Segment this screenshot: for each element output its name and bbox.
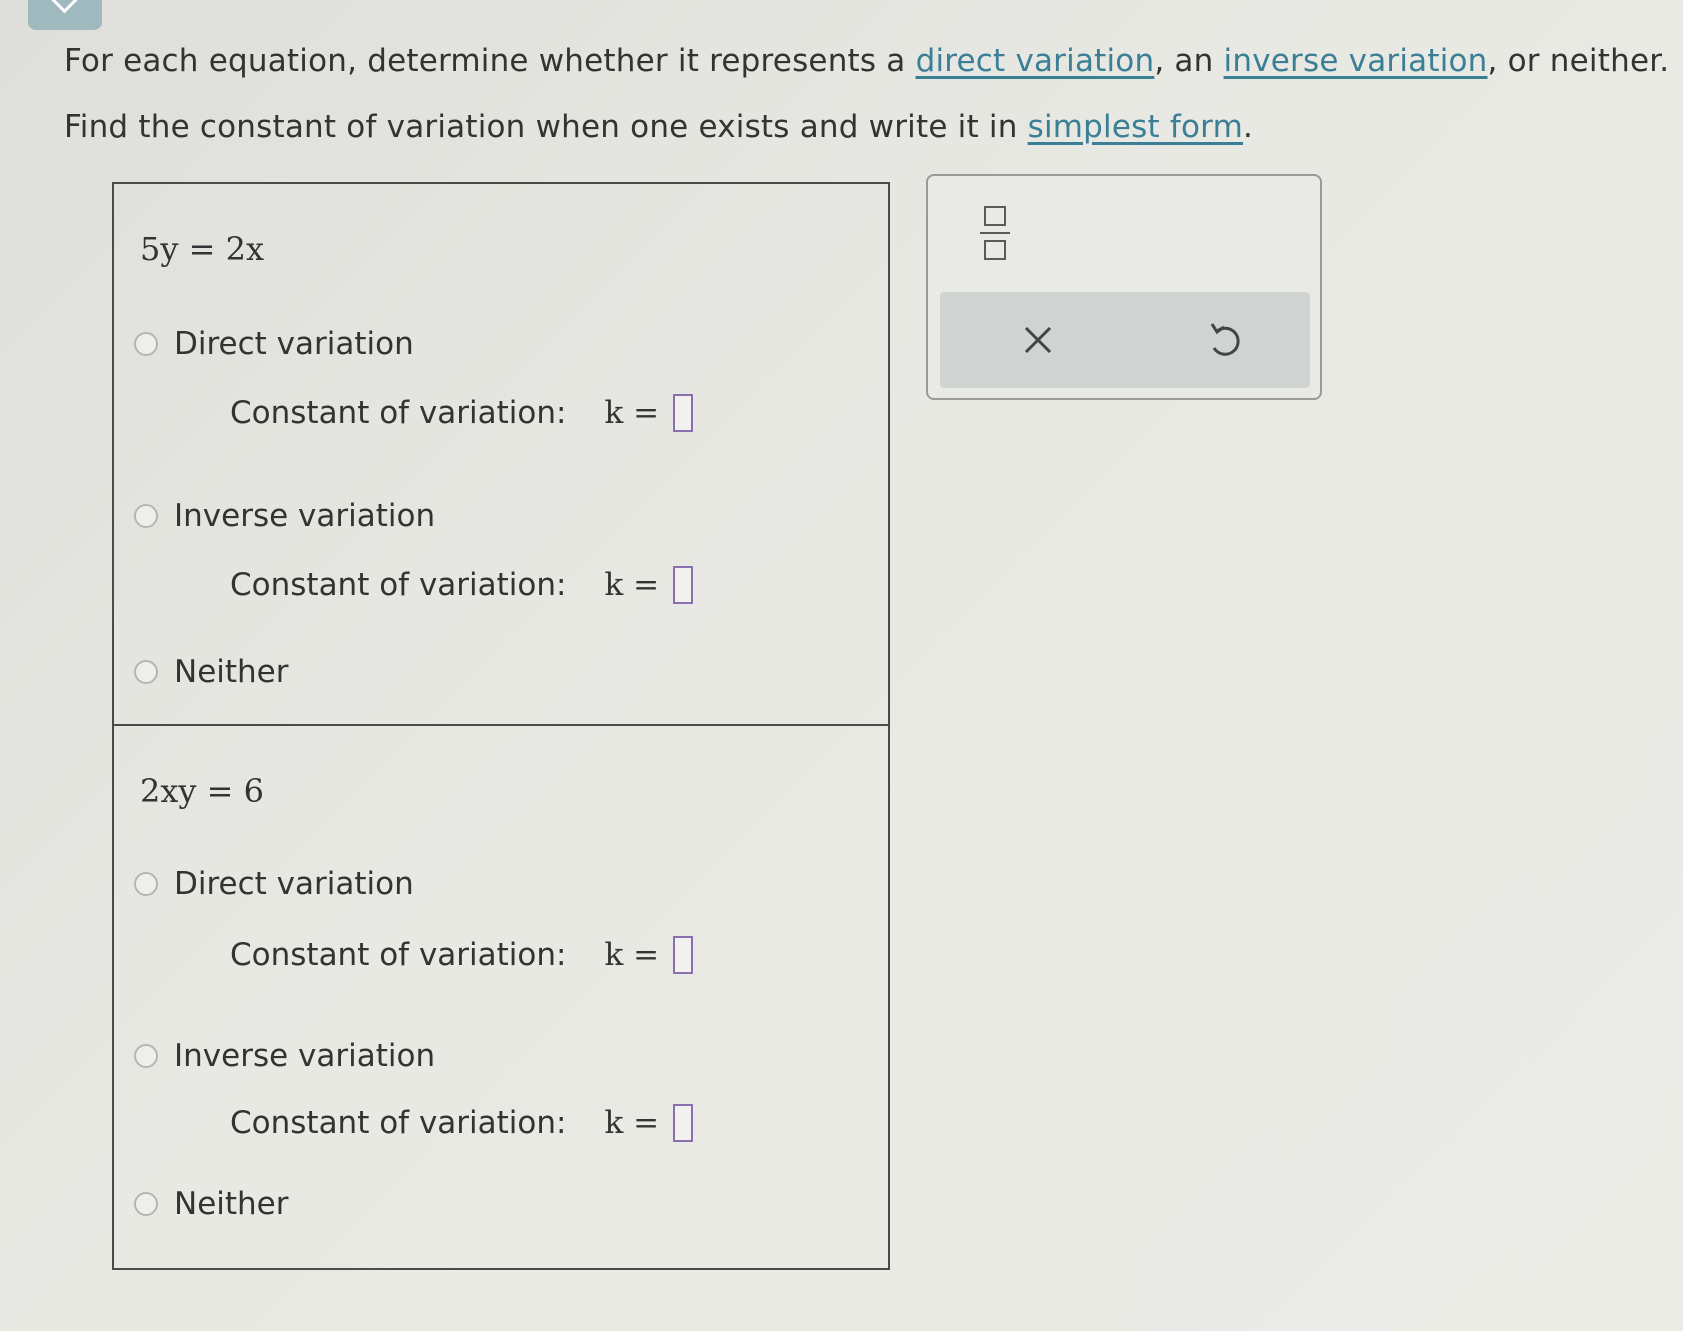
radio-button[interactable] [134, 1044, 158, 1068]
inverse-variation-link[interactable]: inverse variation [1223, 43, 1488, 79]
radio-button[interactable] [134, 504, 158, 528]
option-label: Inverse variation [174, 498, 436, 534]
undo-icon-graphic [1204, 318, 1244, 362]
k-label: k = [604, 395, 660, 431]
instructions [64, 28, 1669, 160]
numerator-box [984, 206, 1006, 226]
instructions-text: , or neither. [1487, 43, 1670, 79]
denominator-box [984, 240, 1006, 260]
collapse-toggle[interactable] [28, 0, 102, 30]
option-neither[interactable] [134, 654, 289, 690]
instructions-line-2 [64, 94, 1669, 160]
equation-1: 5y = 2x [140, 230, 264, 268]
math-palette [926, 174, 1322, 400]
constant-row-direct [230, 936, 693, 974]
k-answer-input[interactable] [673, 566, 693, 604]
clear-icon[interactable] [1018, 320, 1058, 360]
constant-label: Constant of variation: [230, 937, 567, 973]
option-direct-variation[interactable] [134, 866, 414, 902]
constant-row-direct [230, 394, 693, 432]
k-answer-input[interactable] [673, 1104, 693, 1142]
question-table [112, 182, 890, 1270]
direct-variation-link[interactable]: direct variation [915, 43, 1155, 79]
question-1 [114, 184, 888, 726]
k-answer-input[interactable] [673, 936, 693, 974]
question-2 [114, 726, 888, 1270]
option-label: Direct variation [174, 866, 414, 902]
option-inverse-variation[interactable] [134, 1038, 435, 1074]
radio-button[interactable] [134, 1192, 158, 1216]
option-neither[interactable] [134, 1186, 289, 1222]
instructions-text: For each equation, determine whether it represents a [64, 43, 916, 79]
k-label: k = [604, 567, 660, 603]
undo-icon[interactable] [1204, 318, 1244, 362]
k-label: k = [604, 1105, 660, 1141]
instructions-text: , an [1154, 43, 1224, 79]
constant-label: Constant of variation: [230, 1105, 567, 1141]
palette-actions [940, 292, 1310, 388]
clear-icon-graphic [1018, 320, 1058, 360]
instructions-text: Find the constant of variation when one exists and write it in [64, 109, 1028, 145]
instructions-line-1 [64, 28, 1669, 94]
radio-button[interactable] [134, 332, 158, 356]
simplest-form-link[interactable]: simplest form [1027, 109, 1243, 145]
chevron-down-icon [50, 0, 80, 13]
option-inverse-variation[interactable] [134, 498, 435, 534]
equation-2: 2xy = 6 [140, 772, 264, 810]
constant-row-inverse [230, 1104, 693, 1142]
option-label: Neither [174, 1186, 289, 1222]
fraction-bar [980, 232, 1010, 234]
k-answer-input[interactable] [673, 394, 693, 432]
radio-button[interactable] [134, 660, 158, 684]
constant-label: Constant of variation: [230, 395, 567, 431]
constant-row-inverse [230, 566, 693, 604]
option-label: Direct variation [174, 326, 414, 362]
radio-button[interactable] [134, 872, 158, 896]
instructions-text: . [1242, 109, 1254, 145]
k-label: k = [604, 937, 660, 973]
option-label: Neither [174, 654, 289, 690]
constant-label: Constant of variation: [230, 567, 567, 603]
option-direct-variation[interactable] [134, 326, 414, 362]
fraction-icon[interactable] [980, 206, 1012, 264]
option-label: Inverse variation [174, 1038, 436, 1074]
